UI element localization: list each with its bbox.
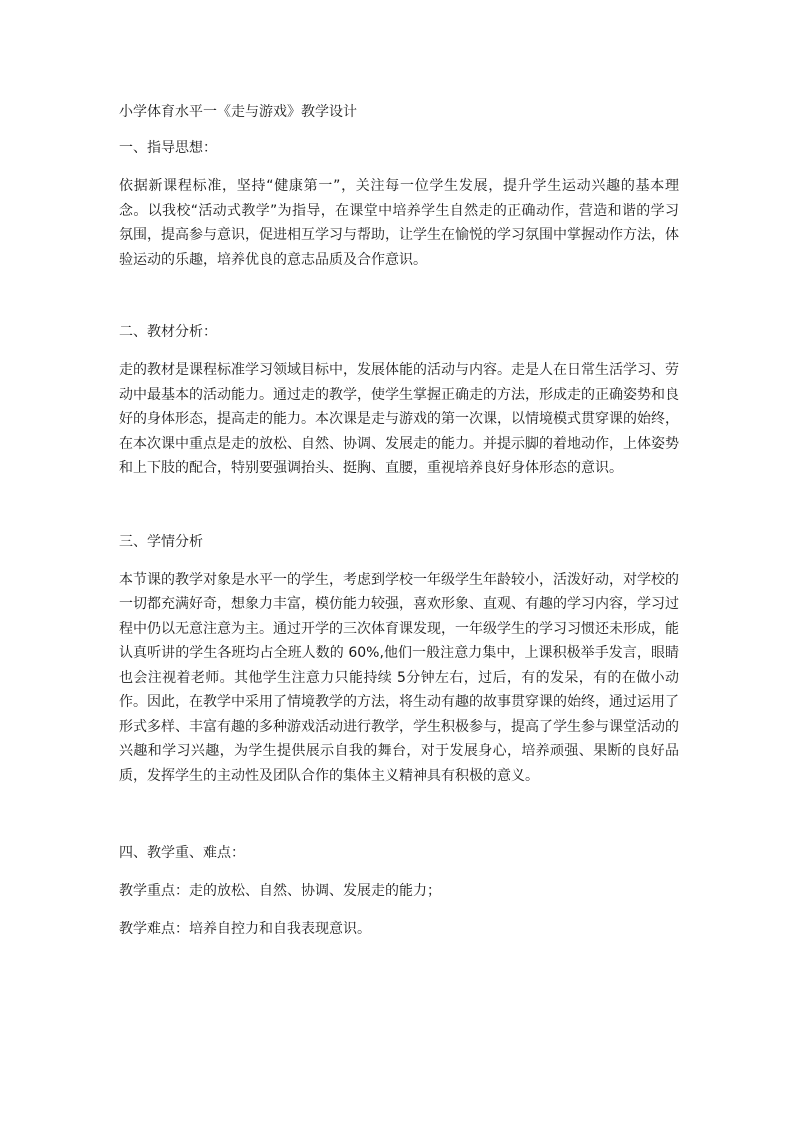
section-paragraph: 本节课的教学对象是水平一的学生，考虑到学校一年级学生年龄较小，活泼好动，对学校的一切都充满好奇，想象力丰富，模仿能力较强，喜欢形象、直观、有趣的学习内容，学习过程中仍以无意注意为主。通过开学的三次体育课发现，一年级学生的学习习惯还未形成，能认真听讲的学生各班均占全班人数的 60%,他们一般注意力集中，上课积极举手发言，眼睛也会注视着老师。其他学生注意力只能持续 5分钟左右，过后，有的发呆，有的在做小动作。因此，在教学中采用了情境教学的方法，将生动有趣的故事贯穿课的始终，通过运用了形式多样、丰富有趣的多种游戏活动进行教学，学生积极参与，提高了学生参与课堂活动的兴趣和学习兴趣，为学生提供展示自我的舞台，对于发展身心，培养顽强、果断的良好品质，发挥学生的主动性及团队合作的集体主义精神具有积极的意义。 (119, 571, 679, 784)
section-key-difficult-points (119, 841, 679, 941)
spacer (119, 272, 679, 320)
section-guiding-ideology (119, 136, 679, 272)
spacer (119, 344, 679, 358)
section-heading: 四、教学重、难点： (119, 845, 245, 861)
spacer (119, 124, 679, 136)
section-heading: 一、指导思想： (119, 140, 217, 156)
document-title: 小学体育水平一《走与游戏》教学设计 (119, 104, 357, 120)
section-heading: 三、学情分析 (119, 533, 203, 550)
spacer (119, 160, 679, 174)
section-heading: 二、教材分析： (119, 324, 217, 340)
spacer (119, 554, 679, 568)
spacer (119, 481, 679, 530)
spacer (119, 865, 679, 879)
spacer (119, 903, 679, 917)
section-paragraph: 走的教材是课程标准学习领域目标中，发展体能的活动与内容。走是人在日常生活学习、劳动中最基本的活动能力。通过走的教学，使学生掌握正确走的方法，形成走的正确姿势和良好的身体形态，提高走的能力。本次课是走与游戏的第一次课，以情境模式贯穿课的始终，在本次课中重点是走的放松、自然、协调、发展走的能力。并提示脚的着地动作，上体姿势和上下肢的配合，特别要强调抬头、挺胸、直腰，重视培养良好身体形态的意识。 (119, 362, 679, 476)
document-body (119, 100, 679, 941)
section-material-analysis (119, 320, 679, 481)
difficult-point-line: 教学难点：培养自控力和自我表现意识。 (119, 921, 371, 937)
section-student-analysis (119, 530, 679, 789)
spacer (119, 788, 679, 841)
section-paragraph: 依据新课程标准，坚持“健康第一”，关注每一位学生发展，提升学生运动兴趣的基本理念。以我校“活动式教学”为指导，在课堂中培养学生自然走的正确动作，营造和谐的学习氛围，提高参与意识，促进相互学习与帮助，让学生在愉悦的学习氛围中掌握动作方法，体验运动的乐趣，培养优良的意志品质及合作意识。 (119, 178, 679, 268)
key-point-line: 教学重点：走的放松、自然、协调、发展走的能力； (119, 883, 441, 899)
